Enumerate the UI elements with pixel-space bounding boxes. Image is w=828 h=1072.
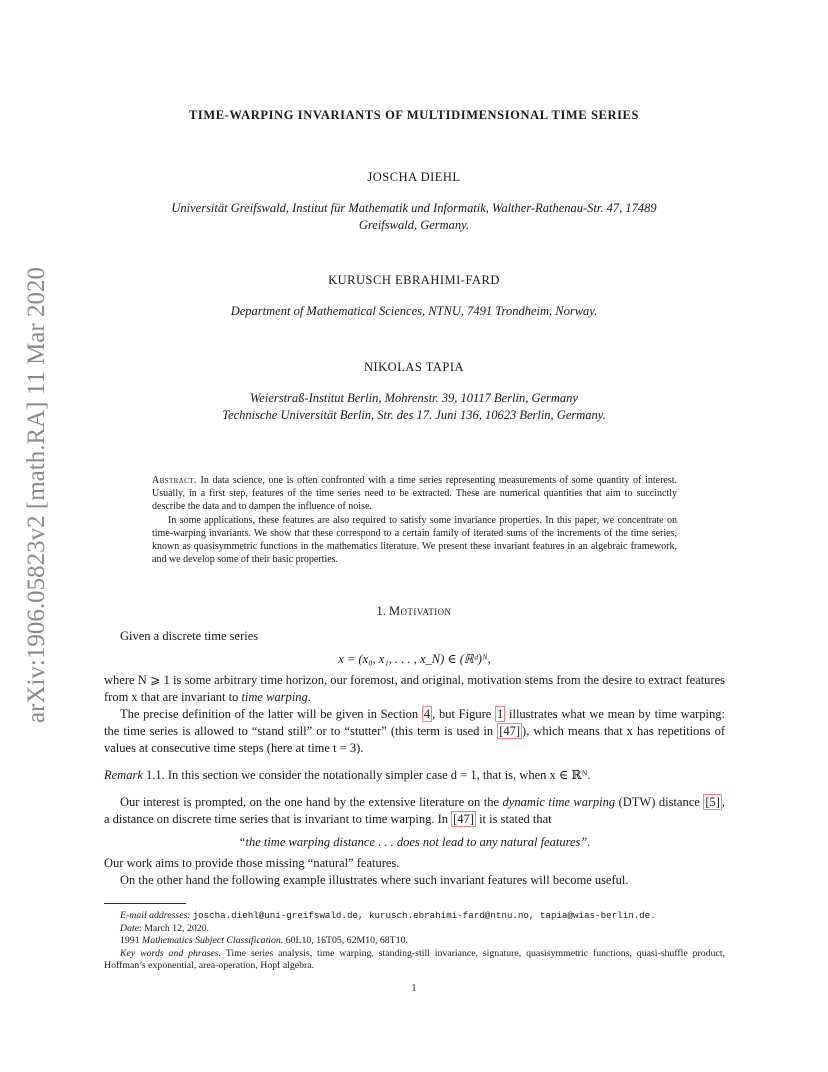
paragraph xyxy=(104,794,725,828)
affiliation-line: Technische Universität Berlin, Str. des 17. Juni 136, 10623 Berlin, Germany. xyxy=(222,408,606,422)
abstract-paragraph-1: In data science, one is often confronted with a time series representing measurements of some quantity of interest. Usually, in a first step, features of the time series need to be extracted. These are numerical quantities that aim to succinctly describe the data and to dampen the influence of noise. xyxy=(152,475,678,513)
arxiv-stamp xyxy=(22,265,52,725)
email-addresses[interactable]: joscha.diehl@uni-greifswald.de, kurusch.ebrahimi-fard@ntnu.no, tapia@wias-berlin.de. xyxy=(192,910,656,921)
abstract xyxy=(152,474,677,566)
section-heading xyxy=(0,604,828,619)
footnote-msc xyxy=(104,935,725,948)
footnote-keywords xyxy=(104,948,725,973)
author-name-2: KURUSCH EBRAHIMI-FARD xyxy=(328,273,500,287)
emphasis: dynamic time warping xyxy=(502,795,616,809)
page-number: 1 xyxy=(411,983,417,994)
paragraph xyxy=(104,672,725,706)
remark-label: Remark xyxy=(104,768,143,782)
emphasis: time warping xyxy=(241,690,308,704)
footnote-label: E-mail addresses xyxy=(120,910,188,921)
body-text xyxy=(104,628,725,889)
citation-link[interactable]: [5] xyxy=(705,795,720,809)
citation-link[interactable]: [47] xyxy=(499,724,521,738)
remark-text: In this section we consider the notationally simpler case d = 1, that is, when x ∈ ℝᴺ. xyxy=(167,768,591,782)
equation: x = (x₀, x₁, . . . , x_N) ∈ (ℝᵈ)ᴺ, xyxy=(338,652,491,666)
footnotes xyxy=(104,910,725,973)
footnote-label: Date xyxy=(120,922,140,934)
footnote-rule xyxy=(104,903,186,904)
paragraph xyxy=(104,706,725,757)
footnote-label: Mathematics Subject Classification. xyxy=(142,935,284,947)
keywords: Time series analysis, time warping, standing-still invariance, signature, quasisymmetric functions, quasi-shuffle product, Hoffman’s exponential, area-operation, Hopf algebra. xyxy=(104,947,725,972)
text-run: . xyxy=(307,690,311,704)
text-run: ), which means that x has repetitions of values at consecutive time steps (here at time t = 3). xyxy=(104,724,725,755)
footnote-label: Key words and phrases. xyxy=(120,947,222,959)
author-name-3: NIKOLAS TAPIA xyxy=(363,360,465,374)
text-run: (DTW) distance xyxy=(615,795,704,809)
abstract-paragraph-2: In some applications, these features are also required to satisfy some invariance properties. In this paper, we concentrate on time-warping invariants. We show that these correspond to a certain family of iterated sums of the increments of the time series, known as quasisymmetric functions in the mathematics literature. We present these invariant features in an algebraic framework, and we develop some of their basic properties. xyxy=(152,514,677,566)
remark xyxy=(104,767,725,784)
abstract-label: Abstract. xyxy=(152,475,197,486)
section-title: Motivation xyxy=(389,604,452,618)
author-affiliation-1 xyxy=(0,200,828,234)
text-run: , but Figure xyxy=(432,707,496,721)
citation-link[interactable]: [47] xyxy=(453,812,474,826)
paper-title: TIME-WARPING INVARIANTS OF MULTIDIMENSIONAL TIME SERIES xyxy=(188,108,640,122)
msc-codes: 60L10, 16T05, 62M10, 68T10. xyxy=(285,935,408,947)
section-link[interactable]: 4 xyxy=(423,707,431,721)
quote: “the time warping distance . . . does not lead to any natural features”. xyxy=(238,835,591,849)
author-name-1: JOSCHA DIEHL xyxy=(367,170,461,184)
date-value: March 12, 2020. xyxy=(144,922,209,934)
footnote-emails: E-mail addresses: joscha.diehl@uni-greifswald.de, kurusch.ebrahimi-fard@ntnu.no, tapia@wias-berlin.de. xyxy=(120,910,656,921)
paragraph: Our work aims to provide those missing “natural” features. xyxy=(104,856,400,870)
arxiv-id: arXiv:1906.05823v2 [math.RA] 11 Mar 2020 xyxy=(23,267,50,723)
text-run: Our interest is prompted, on the one hand by the extensive literature on the xyxy=(120,795,503,809)
text-run: , a distance on discrete time series that is invariant to time warping. In xyxy=(104,795,726,826)
text-run: it is stated that xyxy=(475,812,552,826)
author-affiliation-2 xyxy=(0,303,828,320)
text-run: illustrates what we mean by time warping: the time series is allowed to “stand still” or to “stutter” (this term is used in xyxy=(104,707,726,738)
section-number: 1. xyxy=(376,604,386,618)
author-affiliation-3 xyxy=(0,390,828,424)
paragraph: On the other hand the following example illustrates where such invariant features will become useful. xyxy=(120,873,629,887)
footnote-date: Date: March 12, 2020. xyxy=(120,922,209,934)
text-run: where N ⩾ 1 is some arbitrary time horizon, our foremost, and original, motivation stems from the desire to extract features from x that are invariant to xyxy=(104,673,725,704)
affiliation-line: Universität Greifswald, Institut für Mathematik und Informatik, Walther-Rathenau-Str. 47, 17489 xyxy=(171,201,657,215)
text-run: The precise definition of the latter will be given in Section xyxy=(120,707,422,721)
affiliation-line: Weierstraß-Institut Berlin, Mohrenstr. 39, 10117 Berlin, Germany xyxy=(250,391,578,405)
affiliation-line: Greifswald, Germany. xyxy=(358,218,470,232)
affiliation-line: Department of Mathematical Sciences, NTNU, 7491 Trondheim, Norway. xyxy=(230,304,598,318)
figure-link[interactable]: 1 xyxy=(497,707,504,721)
paragraph: Given a discrete time series xyxy=(120,629,259,643)
remark-number: 1.1. xyxy=(146,768,165,782)
msc-year: 1991 xyxy=(120,935,140,947)
